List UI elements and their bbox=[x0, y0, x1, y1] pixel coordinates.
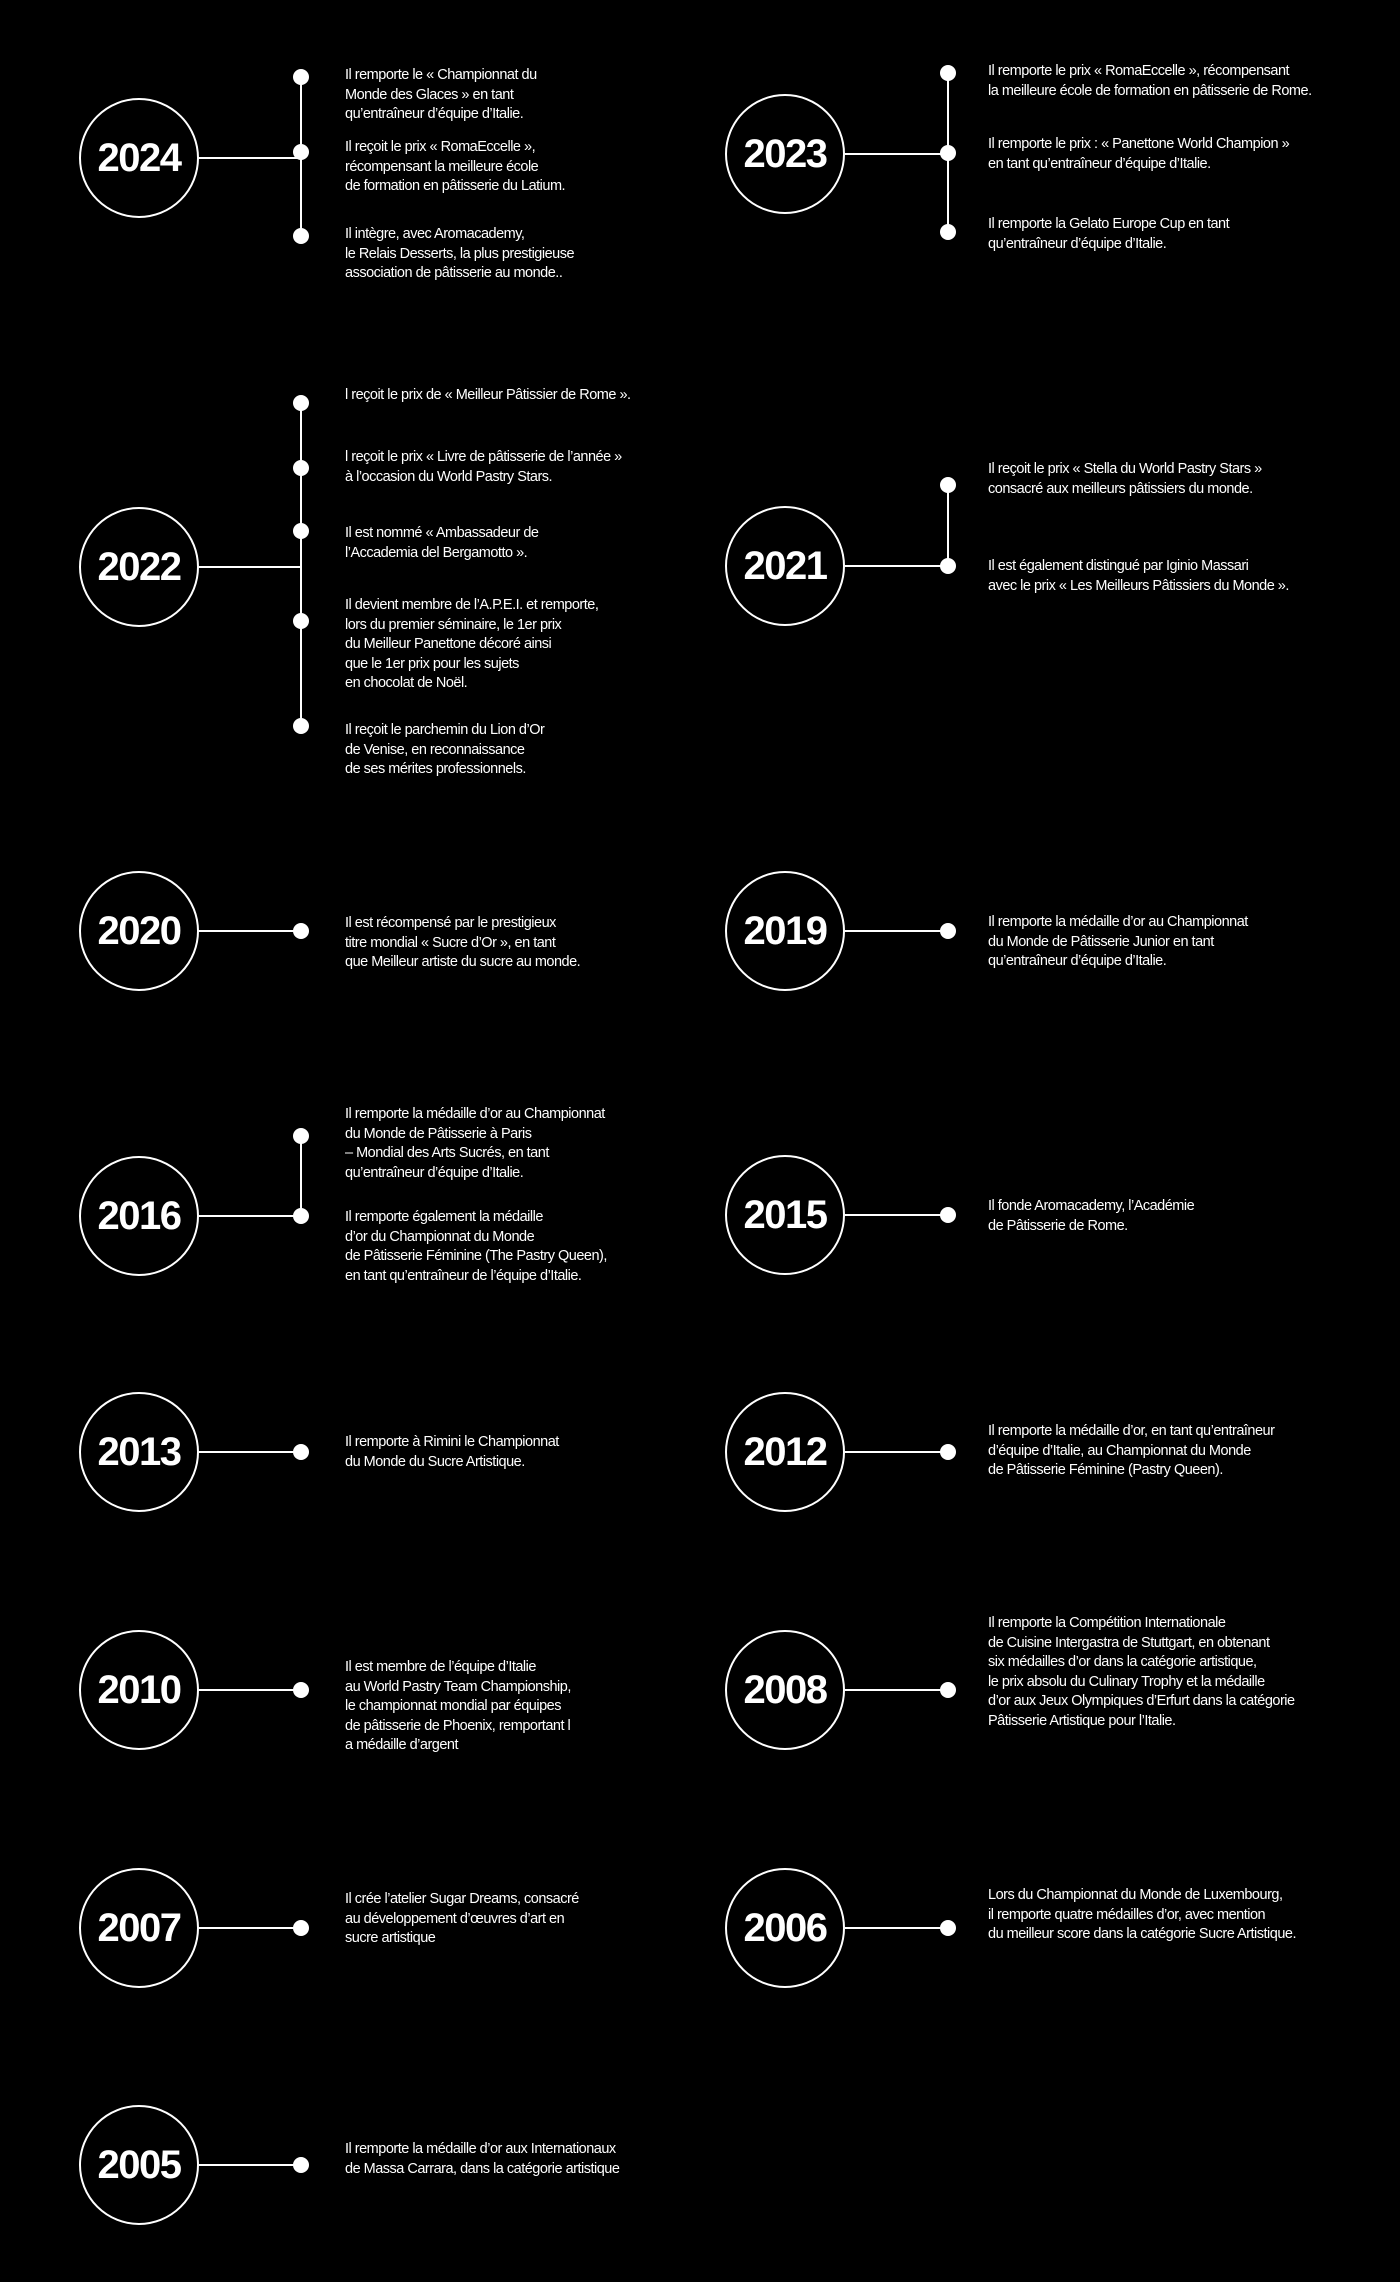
year-circle bbox=[79, 1392, 199, 1512]
event-description: Il remporte la Gelato Europe Cup en tant qu’entraîneur d’équipe d’Italie. bbox=[988, 216, 1230, 252]
connector-line bbox=[845, 1214, 948, 1216]
year-label: 2023 bbox=[743, 131, 827, 176]
year-circle bbox=[79, 1156, 199, 1276]
year-label: 2005 bbox=[97, 2142, 181, 2187]
year-label: 2021 bbox=[743, 543, 827, 588]
event-description: Il remporte le « Championnat du Monde des Glaces » en tant qu’entraîneur d’équipe d’Italie. bbox=[345, 67, 537, 122]
connector-line bbox=[199, 1215, 301, 1217]
year-circle bbox=[79, 1868, 199, 1988]
connector-line bbox=[845, 930, 948, 932]
event-dot bbox=[940, 1682, 956, 1698]
year-label: 2015 bbox=[743, 1192, 827, 1237]
event-description: Il reçoit le parchemin du Lion d’Or de Venise, en reconnaissance de ses mérites professionnels. bbox=[345, 722, 545, 777]
event-description: Lors du Championnat du Monde de Luxembourg, il remporte quatre médailles d’or, avec mention du meilleur score dans la catégorie Sucre Artistique. bbox=[988, 1887, 1296, 1942]
connector-line bbox=[199, 1927, 301, 1929]
event-description: Il est également distingué par Iginio Massari avec le prix « Les Meilleurs Pâtissiers du Monde ». bbox=[988, 558, 1289, 594]
year-circle bbox=[79, 2105, 199, 2225]
event-dot bbox=[940, 477, 956, 493]
event-dot bbox=[293, 1444, 309, 1460]
event-dot bbox=[940, 1444, 956, 1460]
event-description: Il est membre de l’équipe d’Italie au World Pastry Team Championship, le championnat mondial par équipes de pâtisserie de Phoenix, remportant l a médaille d’argent bbox=[345, 1659, 571, 1753]
event-dot bbox=[293, 144, 309, 160]
year-circle bbox=[79, 1630, 199, 1750]
event-dot bbox=[940, 1920, 956, 1936]
event-description: Il remporte la médaille d’or, en tant qu’entraîneur d’équipe d’Italie, au Championnat du Monde de Pâtisserie Féminine (Pastry Queen). bbox=[988, 1423, 1275, 1478]
event-dot bbox=[293, 228, 309, 244]
connector-line bbox=[845, 565, 948, 567]
year-label: 2022 bbox=[97, 544, 181, 589]
event-dot bbox=[293, 523, 309, 539]
event-description: Il est récompensé par le prestigieux titre mondial « Sucre d’Or », en tant que Meilleur artiste du sucre au monde. bbox=[345, 915, 581, 970]
connector-line bbox=[845, 1689, 948, 1691]
event-description: Il remporte le prix « RomaEccelle », récompensant la meilleure école de formation en pâtisserie de Rome. bbox=[988, 63, 1312, 99]
event-dot bbox=[940, 145, 956, 161]
event-dot bbox=[293, 1920, 309, 1936]
event-description: Il reçoit le prix « RomaEccelle », récompensant la meilleure école de formation en pâtisserie du Latium. bbox=[345, 139, 566, 194]
year-label: 2020 bbox=[97, 908, 181, 953]
connector-line bbox=[199, 1451, 301, 1453]
event-description: Il est nommé « Ambassadeur de l’Accademia del Bergamotto ». bbox=[345, 525, 539, 561]
year-circle bbox=[79, 507, 199, 627]
year-label: 2008 bbox=[743, 1667, 827, 1712]
event-description: Il remporte la médaille d’or au Championnat du Monde de Pâtisserie à Paris – Mondial des Arts Sucrés, en tant qu’entraîneur d’équipe d’Italie. bbox=[345, 1106, 605, 1181]
connector-line bbox=[199, 157, 301, 159]
event-dot bbox=[293, 460, 309, 476]
year-label: 2010 bbox=[97, 1667, 181, 1712]
connector-line bbox=[845, 1451, 948, 1453]
event-dot bbox=[940, 224, 956, 240]
event-dot bbox=[293, 1208, 309, 1224]
timeline-branch-line bbox=[300, 403, 302, 726]
year-circle bbox=[725, 1868, 845, 1988]
year-circle bbox=[79, 871, 199, 991]
event-description: l reçoit le prix « Livre de pâtisserie de l’année » à l’occasion du World Pastry Stars. bbox=[345, 449, 622, 485]
year-circle bbox=[725, 1155, 845, 1275]
year-label: 2013 bbox=[97, 1429, 181, 1474]
event-description: Il intègre, avec Aromacademy, le Relais Desserts, la plus prestigieuse association de pâtisserie au monde.. bbox=[345, 226, 575, 281]
event-dot bbox=[293, 613, 309, 629]
event-description: Il remporte également la médaille d’or du Championnat du Monde de Pâtisserie Féminine (The Pastry Queen), en tant qu’entraîneur de l’équipe d’Italie. bbox=[345, 1209, 607, 1284]
event-dot bbox=[293, 923, 309, 939]
event-description: l reçoit le prix de « Meilleur Pâtissier de Rome ». bbox=[345, 387, 631, 403]
year-label: 2019 bbox=[743, 908, 827, 953]
year-label: 2006 bbox=[743, 1905, 827, 1950]
year-label: 2024 bbox=[97, 135, 181, 180]
timeline-branch-line bbox=[947, 485, 949, 566]
event-description: Il remporte la médaille d’or au Championnat du Monde de Pâtisserie Junior en tant qu’entraîneur d’équipe d’Italie. bbox=[988, 914, 1248, 969]
year-circle bbox=[725, 1630, 845, 1750]
connector-line bbox=[199, 2164, 301, 2166]
year-label: 2007 bbox=[97, 1905, 181, 1950]
event-description: Il fonde Aromacademy, l’Académie de Pâtisserie de Rome. bbox=[988, 1198, 1195, 1234]
event-dot bbox=[293, 1128, 309, 1144]
year-circle bbox=[725, 1392, 845, 1512]
event-dot bbox=[293, 69, 309, 85]
event-description: Il remporte la médaille d’or aux Internationaux de Massa Carrara, dans la catégorie artistique bbox=[345, 2141, 620, 2177]
connector-line bbox=[845, 153, 948, 155]
event-description: Il remporte la Compétition Internationale de Cuisine Intergastra de Stuttgart, en obtenant six médailles d’or dans la catégorie artistique, le prix absolu du Culinary Trophy et la médaille d’or aux Jeux Olympiques d’Erfurt dans la catégorie Pâtisserie Artistique pour l’Italie. bbox=[988, 1615, 1295, 1729]
year-label: 2012 bbox=[743, 1429, 827, 1474]
year-label: 2016 bbox=[97, 1193, 181, 1238]
connector-line bbox=[845, 1927, 948, 1929]
timeline-branch-line bbox=[300, 1136, 302, 1216]
event-dot bbox=[940, 65, 956, 81]
event-dot bbox=[940, 1207, 956, 1223]
event-dot bbox=[293, 718, 309, 734]
event-description: Il remporte le prix : « Panettone World Champion » en tant qu’entraîneur d’équipe d’Italie. bbox=[988, 136, 1290, 172]
event-description: Il remporte à Rimini le Championnat du Monde du Sucre Artistique. bbox=[345, 1434, 559, 1470]
year-circle bbox=[725, 506, 845, 626]
event-dot bbox=[293, 2157, 309, 2173]
connector-line bbox=[199, 566, 301, 568]
event-dot bbox=[940, 923, 956, 939]
event-description: Il crée l’atelier Sugar Dreams, consacré au développement d’œuvres d’art en sucre artistique bbox=[345, 1891, 579, 1946]
connector-line bbox=[199, 1689, 301, 1691]
event-dot bbox=[940, 558, 956, 574]
event-dot bbox=[293, 395, 309, 411]
year-circle bbox=[725, 94, 845, 214]
year-circle bbox=[79, 98, 199, 218]
connector-line bbox=[199, 930, 301, 932]
event-description: Il reçoit le prix « Stella du World Pastry Stars » consacré aux meilleurs pâtissiers du monde. bbox=[988, 461, 1262, 497]
year-circle bbox=[725, 871, 845, 991]
event-description: Il devient membre de l’A.P.E.I. et remporte, lors du premier séminaire, le 1er prix du Meilleur Panettone décoré ainsi que le 1er prix pour les sujets en chocolat de Noël. bbox=[345, 597, 599, 691]
event-dot bbox=[293, 1682, 309, 1698]
